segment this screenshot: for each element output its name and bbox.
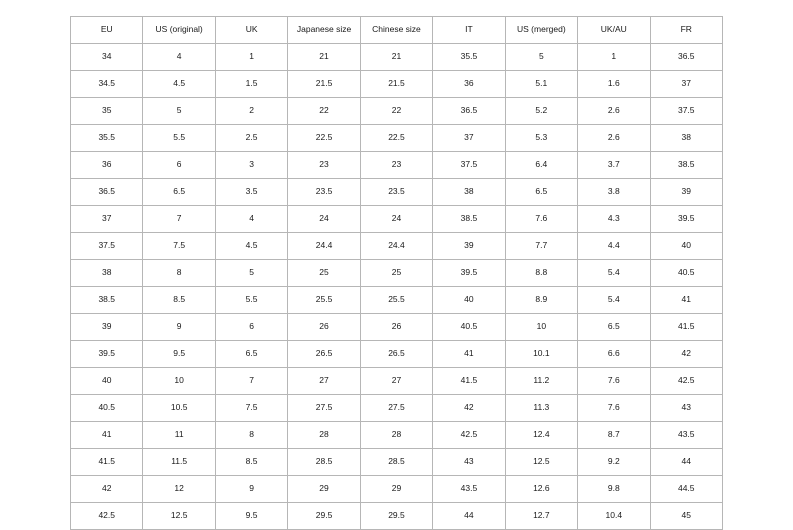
table-cell: 10.1 xyxy=(505,341,577,368)
table-cell: 7.6 xyxy=(505,206,577,233)
table-cell: 37.5 xyxy=(433,152,505,179)
table-cell: 35.5 xyxy=(71,125,143,152)
table-cell: 7 xyxy=(143,206,215,233)
table-row xyxy=(71,152,723,179)
table-cell: 27.5 xyxy=(360,395,432,422)
table-cell: 1.5 xyxy=(215,71,287,98)
table-cell: 24 xyxy=(288,206,360,233)
table-row xyxy=(71,368,723,395)
table-cell: 1.6 xyxy=(578,71,650,98)
table-cell: 43 xyxy=(650,395,723,422)
table-cell: 9 xyxy=(143,314,215,341)
table-cell: 10 xyxy=(143,368,215,395)
table-cell: 36 xyxy=(433,71,505,98)
table-cell: 22.5 xyxy=(360,125,432,152)
table-cell: 8 xyxy=(215,422,287,449)
table-row xyxy=(71,206,723,233)
table-cell: 4.5 xyxy=(215,233,287,260)
table-cell: 23.5 xyxy=(360,179,432,206)
table-cell: 5.3 xyxy=(505,125,577,152)
table-cell: 27.5 xyxy=(288,395,360,422)
table-cell: 38.5 xyxy=(433,206,505,233)
table-cell: 25 xyxy=(288,260,360,287)
table-cell: 28.5 xyxy=(360,449,432,476)
table-cell: 3.8 xyxy=(578,179,650,206)
table-cell: 10.5 xyxy=(143,395,215,422)
table-cell: 8.5 xyxy=(215,449,287,476)
table-cell: 38 xyxy=(650,125,723,152)
table-row xyxy=(71,179,723,206)
table-cell: 12 xyxy=(143,476,215,503)
table-cell: 5 xyxy=(215,260,287,287)
table-cell: 22 xyxy=(360,98,432,125)
table-cell: 4 xyxy=(215,206,287,233)
table-cell: 12.5 xyxy=(505,449,577,476)
column-header: US (original) xyxy=(143,17,215,44)
table-cell: 38 xyxy=(71,260,143,287)
table-cell: 11.2 xyxy=(505,368,577,395)
table-cell: 39 xyxy=(650,179,723,206)
table-cell: 38 xyxy=(433,179,505,206)
column-header: UK xyxy=(215,17,287,44)
table-cell: 39.5 xyxy=(650,206,723,233)
table-cell: 6.5 xyxy=(143,179,215,206)
table-cell: 5.1 xyxy=(505,71,577,98)
table-cell: 29 xyxy=(360,476,432,503)
table-row xyxy=(71,395,723,422)
table-cell: 1 xyxy=(578,44,650,71)
table-cell: 7.6 xyxy=(578,395,650,422)
table-cell: 44 xyxy=(650,449,723,476)
shoe-size-conversion-table xyxy=(70,16,723,530)
table-cell: 42 xyxy=(71,476,143,503)
table-cell: 11.3 xyxy=(505,395,577,422)
table-cell: 25 xyxy=(360,260,432,287)
table-cell: 34.5 xyxy=(71,71,143,98)
table-cell: 43 xyxy=(433,449,505,476)
table-cell: 29.5 xyxy=(288,503,360,530)
table-cell: 28.5 xyxy=(288,449,360,476)
column-header: Japanese size xyxy=(288,17,360,44)
table-cell: 42 xyxy=(433,395,505,422)
table-cell: 36 xyxy=(71,152,143,179)
table-cell: 44.5 xyxy=(650,476,723,503)
table-cell: 41.5 xyxy=(433,368,505,395)
table-cell: 42.5 xyxy=(71,503,143,530)
table-cell: 42.5 xyxy=(650,368,723,395)
table-row xyxy=(71,260,723,287)
table-cell: 45 xyxy=(650,503,723,530)
table-cell: 40 xyxy=(71,368,143,395)
table-cell: 9.8 xyxy=(578,476,650,503)
table-cell: 39 xyxy=(433,233,505,260)
table-cell: 36.5 xyxy=(650,44,723,71)
table-cell: 6.5 xyxy=(505,179,577,206)
table-cell: 6.4 xyxy=(505,152,577,179)
table-cell: 4.5 xyxy=(143,71,215,98)
table-cell: 26.5 xyxy=(288,341,360,368)
table-cell: 40.5 xyxy=(650,260,723,287)
table-cell: 38.5 xyxy=(71,287,143,314)
table-cell: 40.5 xyxy=(71,395,143,422)
table-cell: 43.5 xyxy=(650,422,723,449)
table-cell: 5.4 xyxy=(578,260,650,287)
table-cell: 40 xyxy=(433,287,505,314)
table-cell: 27 xyxy=(360,368,432,395)
table-cell: 22.5 xyxy=(288,125,360,152)
table-cell: 8.9 xyxy=(505,287,577,314)
table-cell: 4.3 xyxy=(578,206,650,233)
table-cell: 28 xyxy=(288,422,360,449)
table-row xyxy=(71,233,723,260)
table-cell: 8.7 xyxy=(578,422,650,449)
table-cell: 29.5 xyxy=(360,503,432,530)
table-row xyxy=(71,503,723,530)
table-cell: 10.4 xyxy=(578,503,650,530)
table-cell: 43.5 xyxy=(433,476,505,503)
table-cell: 37.5 xyxy=(71,233,143,260)
column-header: US (merged) xyxy=(505,17,577,44)
table-cell: 37 xyxy=(71,206,143,233)
table-cell: 37.5 xyxy=(650,98,723,125)
table-cell: 11 xyxy=(143,422,215,449)
table-row xyxy=(71,476,723,503)
table-cell: 41 xyxy=(650,287,723,314)
table-cell: 24.4 xyxy=(288,233,360,260)
table-cell: 6.5 xyxy=(578,314,650,341)
table-cell: 10 xyxy=(505,314,577,341)
table-row xyxy=(71,98,723,125)
table-cell: 41.5 xyxy=(71,449,143,476)
table-cell: 2 xyxy=(215,98,287,125)
table-cell: 7.7 xyxy=(505,233,577,260)
table-cell: 40.5 xyxy=(433,314,505,341)
table-row xyxy=(71,287,723,314)
table-cell: 6 xyxy=(143,152,215,179)
column-header: IT xyxy=(433,17,505,44)
table-cell: 40 xyxy=(650,233,723,260)
table-cell: 4 xyxy=(143,44,215,71)
table-cell: 2.6 xyxy=(578,98,650,125)
table-cell: 5 xyxy=(143,98,215,125)
table-cell: 3.5 xyxy=(215,179,287,206)
table-cell: 2.5 xyxy=(215,125,287,152)
table-cell: 44 xyxy=(433,503,505,530)
table-cell: 3.7 xyxy=(578,152,650,179)
table-row xyxy=(71,44,723,71)
column-header: FR xyxy=(650,17,723,44)
table-cell: 25.5 xyxy=(288,287,360,314)
table-row xyxy=(71,314,723,341)
table-cell: 8.5 xyxy=(143,287,215,314)
table-cell: 12.7 xyxy=(505,503,577,530)
column-header: Chinese size xyxy=(360,17,432,44)
table-cell: 25.5 xyxy=(360,287,432,314)
table-row xyxy=(71,125,723,152)
table-cell: 21.5 xyxy=(360,71,432,98)
table-cell: 42.5 xyxy=(433,422,505,449)
table-cell: 9 xyxy=(215,476,287,503)
table-cell: 38.5 xyxy=(650,152,723,179)
table-cell: 6 xyxy=(215,314,287,341)
table-cell: 11.5 xyxy=(143,449,215,476)
table-cell: 36.5 xyxy=(433,98,505,125)
table-cell: 7.5 xyxy=(143,233,215,260)
table-cell: 39.5 xyxy=(71,341,143,368)
table-row xyxy=(71,341,723,368)
table-cell: 42 xyxy=(650,341,723,368)
table-cell: 9.5 xyxy=(143,341,215,368)
table-cell: 35.5 xyxy=(433,44,505,71)
table-cell: 23 xyxy=(360,152,432,179)
table-cell: 35 xyxy=(71,98,143,125)
table-cell: 34 xyxy=(71,44,143,71)
table-cell: 12.4 xyxy=(505,422,577,449)
table-cell: 5 xyxy=(505,44,577,71)
table-cell: 5.2 xyxy=(505,98,577,125)
table-cell: 37 xyxy=(650,71,723,98)
table-cell: 41 xyxy=(71,422,143,449)
table-cell: 26 xyxy=(360,314,432,341)
table-cell: 8.8 xyxy=(505,260,577,287)
table-cell: 9.2 xyxy=(578,449,650,476)
table-cell: 5.4 xyxy=(578,287,650,314)
table-cell: 28 xyxy=(360,422,432,449)
table-cell: 36.5 xyxy=(71,179,143,206)
table-cell: 7.5 xyxy=(215,395,287,422)
table-cell: 22 xyxy=(288,98,360,125)
table-cell: 5.5 xyxy=(143,125,215,152)
column-header: EU xyxy=(71,17,143,44)
table-cell: 12.6 xyxy=(505,476,577,503)
table-header xyxy=(71,17,723,44)
table-cell: 7 xyxy=(215,368,287,395)
table-row xyxy=(71,71,723,98)
table-cell: 21 xyxy=(288,44,360,71)
table-cell: 23.5 xyxy=(288,179,360,206)
table-cell: 8 xyxy=(143,260,215,287)
table-cell: 24.4 xyxy=(360,233,432,260)
table-cell: 26.5 xyxy=(360,341,432,368)
table-cell: 9.5 xyxy=(215,503,287,530)
table-cell: 26 xyxy=(288,314,360,341)
table-row xyxy=(71,422,723,449)
table-cell: 2.6 xyxy=(578,125,650,152)
table-cell: 5.5 xyxy=(215,287,287,314)
table-cell: 7.6 xyxy=(578,368,650,395)
table-cell: 4.4 xyxy=(578,233,650,260)
table-cell: 1 xyxy=(215,44,287,71)
table-cell: 27 xyxy=(288,368,360,395)
table-cell: 6.6 xyxy=(578,341,650,368)
table-cell: 21.5 xyxy=(288,71,360,98)
table-cell: 3 xyxy=(215,152,287,179)
table-cell: 24 xyxy=(360,206,432,233)
table-cell: 41 xyxy=(433,341,505,368)
table-cell: 41.5 xyxy=(650,314,723,341)
table-cell: 21 xyxy=(360,44,432,71)
table-cell: 37 xyxy=(433,125,505,152)
table-cell: 12.5 xyxy=(143,503,215,530)
table-cell: 29 xyxy=(288,476,360,503)
table-row xyxy=(71,449,723,476)
table-cell: 39 xyxy=(71,314,143,341)
column-header: UK/AU xyxy=(578,17,650,44)
table-cell: 39.5 xyxy=(433,260,505,287)
table-header-row xyxy=(71,17,723,44)
table-cell: 23 xyxy=(288,152,360,179)
table-cell: 6.5 xyxy=(215,341,287,368)
table-body xyxy=(71,44,723,530)
